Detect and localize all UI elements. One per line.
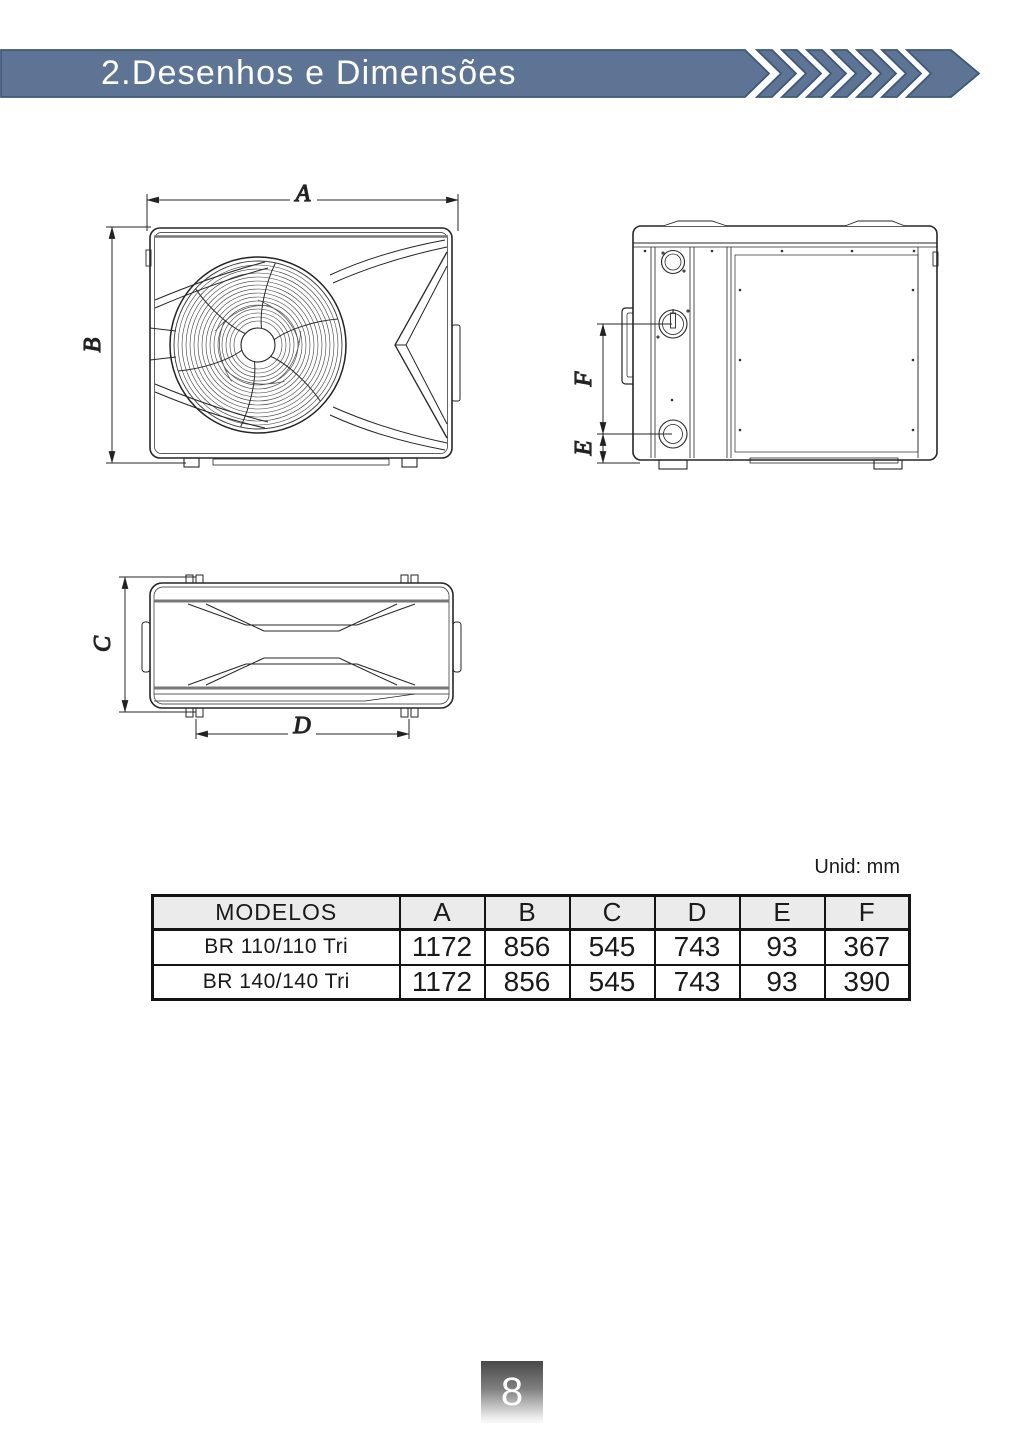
col-header-a: A <box>400 896 485 930</box>
mounting-tabs <box>186 575 418 717</box>
dim-label-d: D <box>293 713 311 739</box>
table-header-row <box>153 896 910 930</box>
dim-label-a: A <box>295 181 311 207</box>
dim-value: 390 <box>825 965 910 1000</box>
dim-label-c: C <box>90 635 116 653</box>
dim-value: 1172 <box>400 930 485 965</box>
dim-value: 93 <box>740 930 825 965</box>
side-handle <box>622 308 633 384</box>
dim-value: 1172 <box>400 965 485 1000</box>
table-row <box>153 930 910 965</box>
dim-value: 743 <box>655 930 740 965</box>
dim-label-b: B <box>80 337 106 353</box>
dim-value: 545 <box>570 965 655 1000</box>
unit-note: Unid: mm <box>814 856 900 878</box>
dimensions-table <box>151 894 911 1001</box>
front-view-drawing <box>80 181 460 467</box>
model-name: BR 140/140 Tri <box>153 965 400 1000</box>
col-header-f: F <box>825 896 910 930</box>
dim-label-f: F <box>571 371 597 387</box>
port-circles <box>657 251 689 449</box>
dim-label-e: E <box>571 440 597 456</box>
dim-value: 367 <box>825 930 910 965</box>
dim-value: 743 <box>655 965 740 1000</box>
dim-value: 545 <box>570 930 655 965</box>
model-name: BR 110/110 Tri <box>153 930 400 965</box>
dim-value: 93 <box>740 965 825 1000</box>
col-header-modelos: MODELOS <box>153 896 400 930</box>
col-header-e: E <box>740 896 825 930</box>
front-feet <box>184 458 417 467</box>
page-number-badge: 8 <box>481 1361 543 1423</box>
dimension-f <box>597 324 672 434</box>
col-header-c: C <box>570 896 655 930</box>
dim-value: 856 <box>485 965 570 1000</box>
dim-value: 856 <box>485 930 570 965</box>
side-view-drawing <box>571 221 938 469</box>
top-view-drawing <box>90 575 461 739</box>
table-row <box>153 965 910 1000</box>
col-header-b: B <box>485 896 570 930</box>
top-style-lines <box>154 604 449 701</box>
dimension-c <box>119 577 196 712</box>
bolt-dots <box>644 250 916 432</box>
page-title: 2.Desenhos e Dimensões <box>101 54 517 92</box>
col-header-d: D <box>655 896 740 930</box>
